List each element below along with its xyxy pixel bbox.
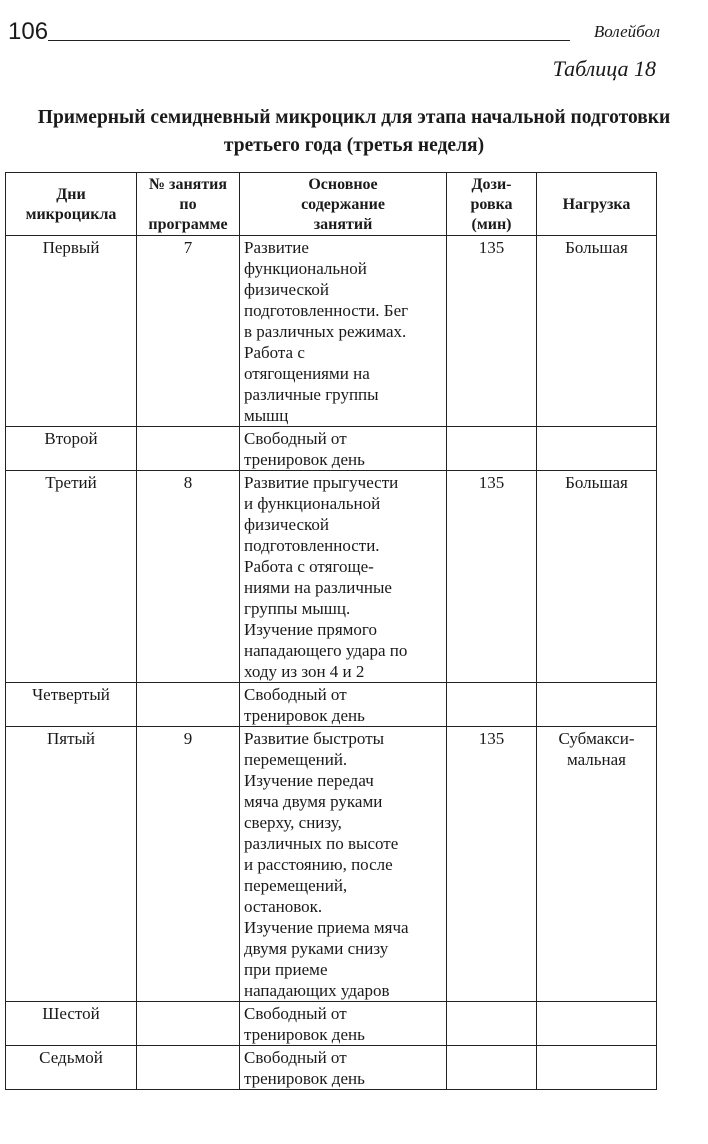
session-number-cell — [137, 1002, 240, 1046]
load-cell: Большая — [537, 236, 657, 427]
dosage-cell — [447, 427, 537, 471]
dosage-cell — [447, 683, 537, 727]
table-title: Примерный семидневный микроцикл для этапа начальной подготовки третьего года (третья неделя) — [37, 107, 671, 156]
running-title: Волейбол — [593, 22, 660, 41]
table-label: Таблица 18 — [552, 56, 656, 81]
day-cell: Седьмой — [6, 1046, 137, 1090]
day-cell: Шестой — [6, 1002, 137, 1046]
header-days: Дни микроцикла — [6, 173, 137, 236]
session-number-cell — [137, 1046, 240, 1090]
load-cell — [537, 683, 657, 727]
page-number: 106 — [8, 18, 49, 45]
dosage-cell: 135 — [447, 236, 537, 427]
microcycle-table — [5, 172, 657, 1090]
content-cell: Свободный от тренировок день — [240, 683, 447, 727]
day-cell: Второй — [6, 427, 137, 471]
load-cell — [537, 1046, 657, 1090]
table-row — [6, 1046, 657, 1090]
header-load: Нагрузка — [537, 173, 657, 236]
content-cell: Развитие быстроты перемещений. Изучение передач мяча двумя руками сверху, снизу, различных по высоте и расстоянию, после перемещений, остановок. Изучение приема мяча двумя руками снизу при приеме нападающих ударов — [240, 727, 447, 1002]
dosage-cell — [447, 1002, 537, 1046]
session-number-cell: 8 — [137, 471, 240, 683]
dosage-cell: 135 — [447, 471, 537, 683]
table-row — [6, 1002, 657, 1046]
header-session-number: № занятия по программе — [137, 173, 240, 236]
table-row — [6, 683, 657, 727]
table-row — [6, 727, 657, 1002]
table-row — [6, 427, 657, 471]
header-dosage: Дози- ровка (мин) — [447, 173, 537, 236]
load-cell — [537, 1002, 657, 1046]
table-row — [6, 471, 657, 683]
session-number-cell: 9 — [137, 727, 240, 1002]
header-rule — [48, 40, 570, 41]
load-cell: Большая — [537, 471, 657, 683]
content-cell: Свободный от тренировок день — [240, 1046, 447, 1090]
content-cell: Развитие прыгучести и функциональной физической подготовленности. Работа с отягоще- ниями на различные группы мышц. Изучение прямого нападающего удара по ходу из зон 4 и 2 — [240, 471, 447, 683]
day-cell: Четвертый — [6, 683, 137, 727]
table-row — [6, 236, 657, 427]
day-cell: Первый — [6, 236, 137, 427]
load-cell: Субмакси- мальная — [537, 727, 657, 1002]
session-number-cell: 7 — [137, 236, 240, 427]
content-cell: Развитие функциональной физической подготовленности. Бег в различных режимах. Работа с отягощениями на различные группы мышц — [240, 236, 447, 427]
day-cell: Третий — [6, 471, 137, 683]
table-header-row — [6, 173, 657, 236]
session-number-cell — [137, 427, 240, 471]
content-cell: Свободный от тренировок день — [240, 1002, 447, 1046]
header-main-content: Основное содержание занятий — [240, 173, 447, 236]
content-cell: Свободный от тренировок день — [240, 427, 447, 471]
dosage-cell: 135 — [447, 727, 537, 1002]
load-cell — [537, 427, 657, 471]
day-cell: Пятый — [6, 727, 137, 1002]
dosage-cell — [447, 1046, 537, 1090]
session-number-cell — [137, 683, 240, 727]
